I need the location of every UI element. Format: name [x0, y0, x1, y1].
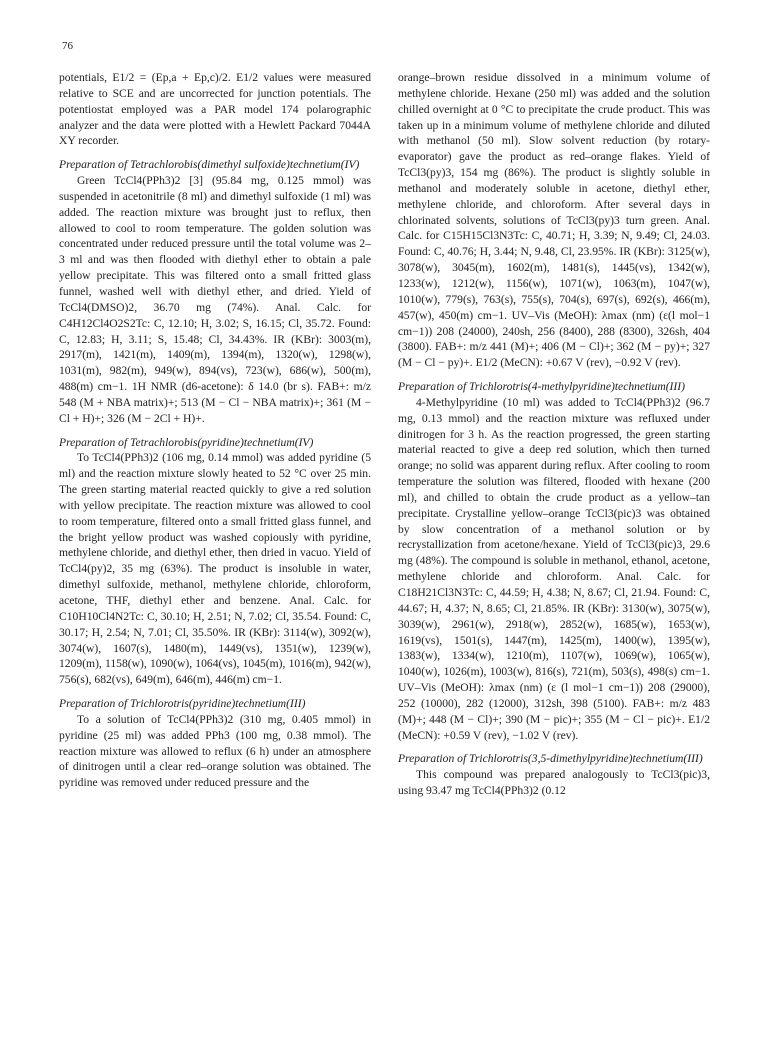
section-heading: Preparation of Trichlorotris(pyridine)technetium(III) — [59, 697, 306, 711]
paragraph: Green TcCl4(PPh3)2 [3] (95.84 mg, 0.125 mmol) was suspended in acetonitrile (8 ml) and dimethyl sulfoxide (1 ml) was added. The reaction mixture was brought just to reflux, then allowed to cool to room temperature. The golden solution was concentrated under reduced pressure until the total volume was 2–3 ml and was then flooded with diethyl ether to obtain a pale yellow precipitate. This was filtered onto a small fritted glass funnel, washed well with diethyl ether, and dried. Yield of TcCl4(DMSO)2, 36.70 mg (74%). Anal. Calc. for C4H12Cl4O2S2Tc: C, 12.10; H, 3.02; S, 16.15; Cl, 35.72. Found: C, 12.83; H, 3.11; S, 15.48; Cl, 34.43%. IR (KBr): 3003(m), 2917(m), 1421(m), 1409(m), 1394(m), 1320(w), 1298(w), 1031(m), 982(m), 949(w), 894(vs), 723(w), 686(w), 500(m), 488(m) cm−1. 1H NMR (d6-acetone): δ 14.0 (br s). FAB+: m/z 548 (M + NBA matrix)+; 513 (M − Cl − NBA matrix)+; 361 (M − Cl + H)+; 326 (M − 2Cl + H)+. — [59, 174, 371, 425]
right-column — [398, 70, 710, 799]
section-heading: Preparation of Tetrachlorobis(dimethyl sulfoxide)technetium(IV) — [59, 158, 360, 172]
section-heading: Preparation of Trichlorotris(4-methylpyridine)technetium(III) — [398, 380, 685, 394]
paragraph: To a solution of TcCl4(PPh3)2 (310 mg, 0.405 mmol) in pyridine (25 ml) was added PPh3 (100 mg, 0.38 mmol). The reaction mixture was allowed to reflux (6 h) under an atmosphere of dinitrogen until a clear red–orange solution was obtained. The pyridine was removed under reduced pressure and the — [59, 712, 371, 790]
page-number: 76 — [62, 40, 73, 52]
paragraph: This compound was prepared analogously to TcCl3(pic)3, using 93.47 mg TcCl4(PPh3)2 (0.12 — [398, 768, 710, 798]
paragraph: 4-Methylpyridine (10 ml) was added to TcCl4(PPh3)2 (96.7 mg, 0.13 mmol) and the reaction mixture was refluxed under dinitrogen for 3 h. As the reaction progressed, the green starting material reacted to give a deep red solution, which then turned orange; no solid was apparent during reflux. After cooling to room temperature the solution was filtered, flooded with hexane (200 ml), and chilled to obtain the crude product as a yellow–tan precipitate. Crystalline yellow–orange TcCl3(pic)3 was obtained by slow concentration of a methanol solution or by recrystallization from acetone/hexane. Yield of TcCl3(pic)3, 29.6 mg (48%). The compound is soluble in methanol, ethanol, acetone, methylene chloride and chloroform. Anal. Calc. for C18H21Cl3N3Tc: C, 44.59; H, 4.38; N, 8.67; Cl, 21.94. Found: C, 44.67; H, 4.37; N, 8.65; Cl, 21.85%. IR (KBr): 3130(w), 3075(w), 3039(w), 2961(w), 2918(w), 2852(w), 1685(w), 1653(w), 1619(vs), 1501(s), 1447(m), 1425(m), 1400(w), 1395(w), 1383(w), 1334(w), 1210(m), 1107(w), 1069(w), 1065(w), 1040(w), 1026(m), 1003(w), 816(s), 721(m), 503(s), 498(s) cm−1. UV–Vis (MeOH): λmax (nm) (ε (l mol−1 cm−1)) 208 (29000), 252 (10000), 282 (12000), 312sh, 398 (5100). FAB+: m/z 483 (M)+; 448 (M − Cl)+; 390 (M − pic)+; 355 (M − Cl − pic)+. E1/2 (MeCN): +0.59 V (rev), −1.02 V (rev). — [398, 395, 710, 742]
section-heading: Preparation of Tetrachlorobis(pyridine)technetium(IV) — [59, 435, 314, 449]
left-column — [59, 70, 371, 791]
section-heading: Preparation of Trichlorotris(3,5-dimethylpyridine)technetium(III) — [398, 752, 703, 766]
paragraph: orange–brown residue dissolved in a minimum volume of methylene chloride. Hexane (250 ml) was added and the solution chilled overnight at 0 °C to precipitate the crude product. This was taken up in a minimum volume of methylene chloride and diluted with methanol (50 ml). Slow solvent reduction (by rotary-evaporator) gave the product as red–orange flakes. Yield of TcCl3(py)3, 154 mg (86%). The product is slightly soluble in methanol and moderately soluble in acetone, diethyl ether, methylene chloride, and chloroform. After several days in chlorinated solvents, solutions of TcCl3(py)3 turn green. Anal. Calc. for C15H15Cl3N3Tc: C, 40.71; H, 3.39; N, 9.49; Cl, 24.03. Found: C, 40.76; H, 3.44; N, 9.48, Cl, 23.95%. IR (KBr): 3125(w), 3078(w), 3045(m), 1602(m), 1481(s), 1445(vs), 1342(w), 1233(w), 1212(w), 1156(w), 1071(w), 1063(m), 1047(w), 1010(w), 779(s), 763(s), 755(s), 704(s), 697(s), 692(s), 466(m), 457(w), 450(m) cm−1. UV–Vis (MeOH): λmax (nm) (ε(l mol−1 cm−1)) 208 (24000), 240sh, 256 (8400), 288 (8300), 326sh, 404 (3800). FAB+: m/z 441 (M)+; 406 (M − Cl)+; 362 (M − py)+; 327 (M − Cl − py)+. E1/2 (MeCN): +0.67 V (rev), −0.92 V (rev). — [398, 71, 710, 370]
paragraph: To TcCl4(PPh3)2 (106 mg, 0.14 mmol) was added pyridine (5 ml) and the reaction mixture slowly heated to 52 °C over 25 min. The green starting material reacted quickly to give a red solution with yellow precipitate. The reaction mixture was allowed to cool to room temperature, filtered onto a small fritted glass funnel, and the bright yellow product was washed copiously with pyridine, methylene chloride, and diethyl ether, then dried in vacuo. Yield of TcCl4(py)2, 35 mg (63%). The product is insoluble in water, dimethyl sulfoxide, methanol, methylene chloride, chloroform, acetone, THF, diethyl ether and benzene. Anal. Calc. for C10H10Cl4N2Tc: C, 30.10; H, 2.51; N, 7.02; Cl, 35.54. Found: C, 30.17; H, 2.54; N, 7.01; Cl, 35.50%. IR (KBr): 3114(w), 3092(w), 3074(w), 1607(s), 1480(m), 1449(vs), 1351(w), 1239(w), 1209(m), 1158(w), 1090(w), 1064(vs), 1045(m), 1016(m), 942(w), 756(s), 682(vs), 649(m), 646(m), 446(m) cm−1. — [59, 451, 371, 687]
paragraph: potentials, E1/2 = (Ep,a + Ep,c)/2. E1/2 values were measured relative to SCE and are uncorrected for junction potentials. The potentiostat employed was a PAR model 174 polarographic analyzer and the data were plotted with a Hewlett Packard 7044A XY recorder. — [59, 71, 371, 148]
